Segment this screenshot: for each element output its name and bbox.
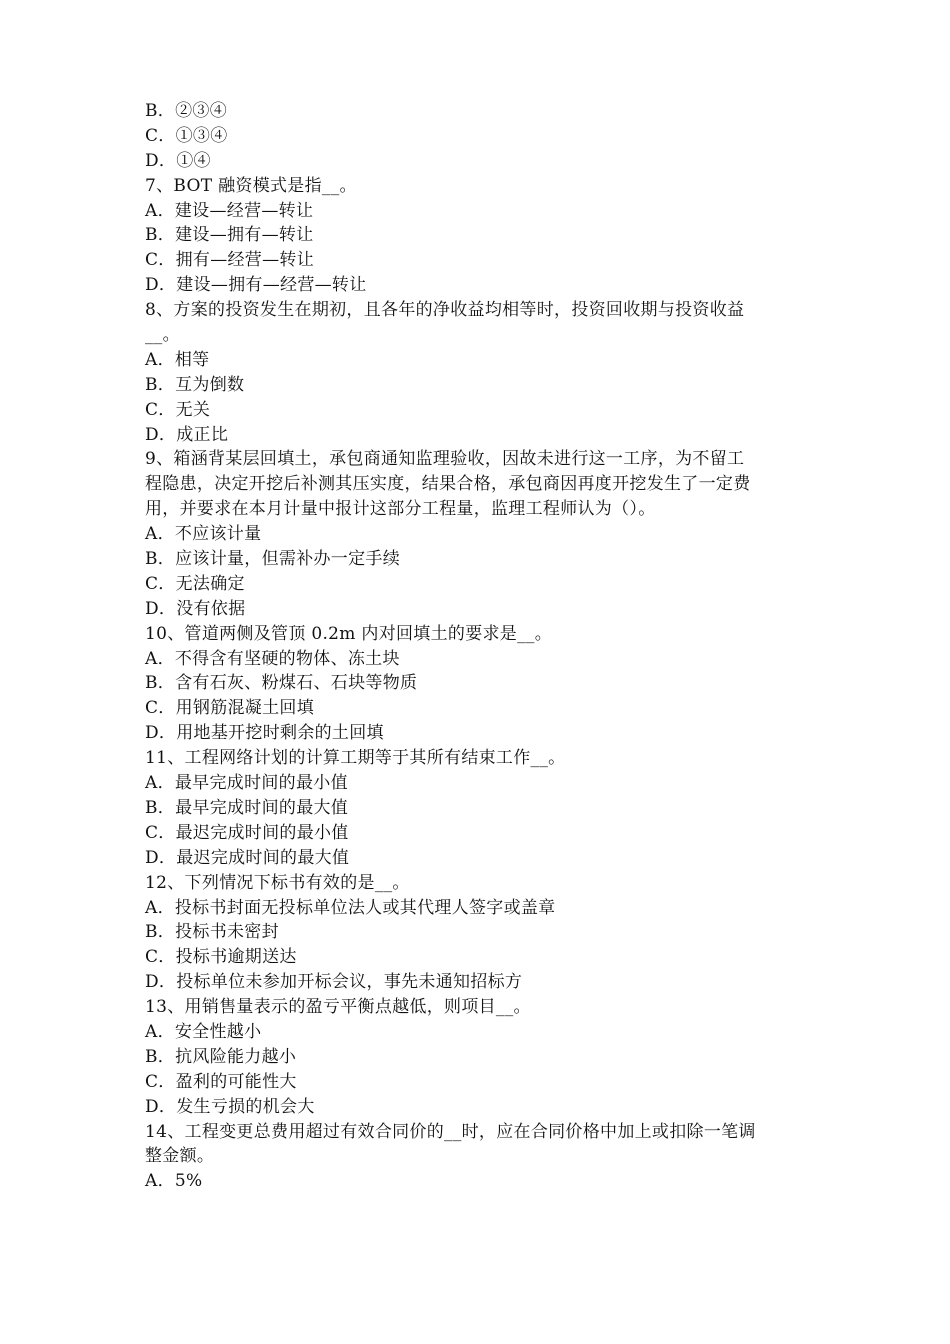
text-line: A．最早完成时间的最小值 <box>145 773 348 794</box>
text-line: D．成正比 <box>145 424 229 445</box>
text-line: D．①④ <box>145 150 211 171</box>
text-line: C．盈利的可能性大 <box>145 1071 297 1092</box>
text-line: 7、BOT 融资模式是指__。 <box>145 175 357 196</box>
text-line: 11、工程网络计划的计算工期等于其所有结束工作__。 <box>145 748 566 769</box>
text-line: C．投标书逾期送达 <box>145 947 297 968</box>
text-line: C．拥有—经营—转让 <box>145 250 315 271</box>
text-line: A．5% <box>145 1171 203 1192</box>
text-line: 整金额。 <box>145 1146 215 1167</box>
text-line: B．互为倒数 <box>145 374 245 395</box>
text-line: A．不应该计量 <box>145 524 262 545</box>
text-line: D．建设—拥有—经营—转让 <box>145 275 367 296</box>
text-line: B．建设—拥有—转让 <box>145 225 314 246</box>
text-line: B．含有石灰、粉煤石、石块等物质 <box>145 673 418 694</box>
text-line: A．相等 <box>145 349 210 370</box>
text-line: C．最迟完成时间的最小值 <box>145 822 349 843</box>
text-line: A．安全性越小 <box>145 1021 262 1042</box>
text-line: B．抗风险能力越小 <box>145 1046 297 1067</box>
question-text-body <box>145 99 815 1194</box>
text-line: A．不得含有坚硬的物体、冻土块 <box>145 648 400 669</box>
text-line: B．最早完成时间的最大值 <box>145 797 349 818</box>
text-line: 用，并要求在本月计量中报计这部分工程量，监理工程师认为（）。 <box>145 499 656 520</box>
text-line: A．投标书封面无投标单位法人或其代理人签字或盖章 <box>145 897 556 918</box>
text-line: C．无法确定 <box>145 573 245 594</box>
text-line: D．发生亏损的机会大 <box>145 1096 315 1117</box>
text-line: D．用地基开挖时剩余的土回填 <box>145 723 384 744</box>
text-line: C．用钢筋混凝土回填 <box>145 698 315 719</box>
text-line: C．无关 <box>145 399 211 420</box>
text-line: B．应该计量，但需补办一定手续 <box>145 549 400 570</box>
text-line: B．②③④ <box>145 101 227 121</box>
text-line: 10、管道两侧及管顶 0.2m 内对回填土的要求是__。 <box>145 623 552 644</box>
text-line: 13、用销售量表示的盈亏平衡点越低，则项目__。 <box>145 997 531 1018</box>
text-line: A．建设—经营—转让 <box>145 200 314 221</box>
text-line: 14、工程变更总费用超过有效合同价的__时，应在合同价格中加上或扣除一笔调 <box>145 1121 756 1142</box>
text-line: D．没有依据 <box>145 598 246 619</box>
text-line: D．投标单位未参加开标会议，事先未通知招标方 <box>145 972 523 993</box>
text-line: B．投标书未密封 <box>145 922 279 943</box>
text-line: __。 <box>145 325 180 346</box>
text-line: 9、箱涵背某层回填土，承包商通知监理验收，因故未进行这一工序，为不留工 <box>145 449 745 470</box>
text-line: D．最迟完成时间的最大值 <box>145 847 350 868</box>
text-line: 8、方案的投资发生在期初，且各年的净收益均相等时，投资回收期与投资收益 <box>145 300 745 321</box>
text-line: C．①③④ <box>145 125 228 146</box>
text-line: 12、下列情况下标书有效的是__。 <box>145 872 410 893</box>
text-line: 程隐患，决定开挖后补测其压实度，结果合格，承包商因再度开挖发生了一定费 <box>145 474 751 495</box>
